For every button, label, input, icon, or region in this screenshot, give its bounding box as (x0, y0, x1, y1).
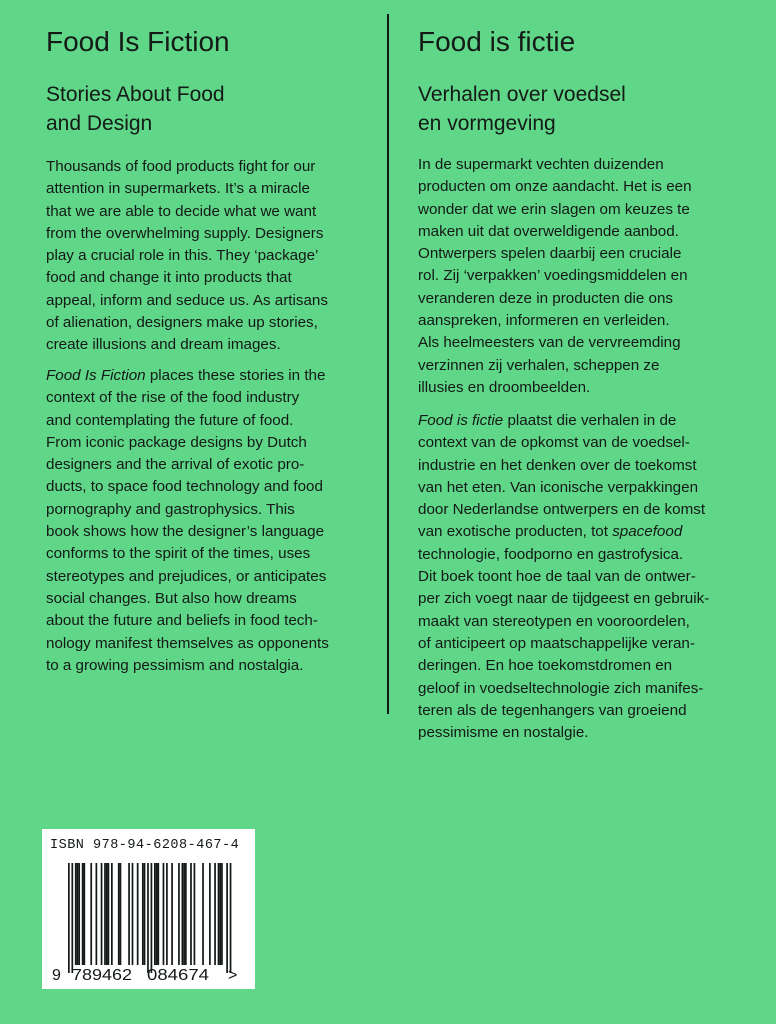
barcode-bar (226, 863, 228, 973)
text-line: from the overwhelming supply. Designers (46, 224, 324, 242)
english-subtitle (46, 80, 225, 138)
text-line: play a crucial role in this. They ‘package’ (46, 247, 319, 265)
dutch-paragraph-2-lead (418, 412, 676, 429)
barcode-bar (147, 863, 149, 973)
text-line: Thousands of food products fight for our (46, 158, 316, 175)
barcode-bar (171, 863, 173, 965)
text-line: Dit boek toont hoe de taal van de ontwer- (418, 568, 696, 586)
text-line: rol. Zij ‘verpakken’ voedingsmiddelen en (418, 267, 688, 285)
column-divider (387, 14, 389, 714)
barcode-bar (106, 863, 108, 965)
barcode-bar (83, 863, 85, 965)
text-line: to a growing pessimism and nostalgia. (46, 656, 304, 674)
barcode-bar (77, 863, 79, 965)
text-line: maakt van stereotypen en vooroordelen, (418, 612, 690, 630)
barcode-bar (194, 863, 196, 965)
dutch-paragraph-2-lines-b (418, 546, 709, 741)
dutch-paragraph-2-lines-a (418, 434, 705, 518)
barcode-digits-left: 789462 (72, 967, 133, 984)
lead-text: places these stories in the (145, 367, 326, 384)
barcode-bar (178, 863, 180, 965)
english-title: Food Is Fiction (46, 26, 230, 57)
barcode-bar (209, 863, 211, 965)
barcode-graphic (42, 829, 255, 989)
text-line: about the future and beliefs in food tech- (46, 612, 318, 630)
barcode-bar (132, 863, 134, 965)
book-title-italic: Food Is Fiction (46, 367, 146, 384)
barcode-bar (90, 863, 92, 965)
barcode-bar (108, 863, 110, 965)
lead-text: plaatst die verhalen in de (503, 412, 677, 429)
text-line: maken uit dat overweldigende aanbod. (418, 222, 679, 240)
barcode-bar (118, 863, 120, 965)
text-line: of alienation, designers make up stories, (46, 314, 318, 332)
barcode-bar (104, 863, 106, 965)
barcode-bar (202, 863, 204, 965)
barcode-bar (75, 863, 77, 965)
book-title-italic: Food is fictie (418, 412, 504, 429)
text-line: food and change it into products that (46, 269, 292, 287)
barcode-bar (111, 863, 113, 965)
text-line: producten om onze aandacht. Het is een (418, 178, 692, 196)
text-line: industrie en het denken over de toekomst (418, 456, 697, 474)
barcode-bar (221, 863, 223, 965)
text-line: nology manifest themselves as opponents (46, 634, 329, 652)
dutch-paragraph-2 (418, 410, 709, 744)
text-line: context van de opkomst van de voedsel- (418, 434, 690, 452)
text-line: van het eten. Van iconische verpakkingen (418, 478, 699, 496)
barcode-bar (154, 863, 156, 965)
barcode-digits-right: 084674 (147, 967, 210, 984)
text-line: From iconic package designs by Dutch (46, 433, 307, 451)
text-line: teren als de tegenhangers van groeiend (418, 701, 687, 719)
barcode-bar (96, 863, 98, 965)
barcode-bar (151, 863, 153, 973)
text-line: context of the rise of the food industry (46, 389, 300, 407)
text-line: attention in supermarkets. It’s a miracle (46, 180, 310, 198)
english-subtitle-line: and Design (46, 112, 153, 135)
barcode-bar (190, 863, 192, 965)
english-subtitle-line: Stories About Food (46, 83, 225, 106)
barcode-bar (142, 863, 144, 965)
barcode-bar (144, 863, 146, 965)
text-line: book shows how the designer’s language (46, 523, 325, 541)
text-line: Als heelmeesters van de vervreemding (418, 334, 681, 352)
dutch-paragraph-2-mid (418, 523, 682, 540)
barcode-bar (137, 863, 139, 965)
text-line: aanspreken, informeren en verleiden. (418, 312, 670, 330)
barcode-bar (214, 863, 216, 965)
barcode-bar (101, 863, 103, 965)
barcode-bar (120, 863, 122, 965)
isbn-label: ISBN 978-94-6208-467-4 (50, 838, 240, 853)
english-paragraph-2 (46, 365, 329, 677)
text-line: of anticipeert op maatschappelijke veran- (418, 634, 695, 652)
isbn-barcode (42, 829, 255, 989)
dutch-paragraph-1 (418, 154, 692, 399)
text-line: In de supermarkt vechten duizenden (418, 156, 664, 173)
barcode-bar (185, 863, 187, 965)
barcode-bar (183, 863, 185, 965)
barcode-bar (163, 863, 165, 965)
barcode-bar (156, 863, 158, 965)
spacefood-italic: spacefood (612, 523, 683, 541)
text-line: door Nederlandse ontwerpers en de komst (418, 501, 706, 519)
text-line: Ontwerpers spelen daarbij een cruciale (418, 245, 682, 263)
barcode-bar (157, 863, 159, 965)
text-line: pessimisme en nostalgie. (418, 724, 589, 742)
dutch-subtitle-line: en vormgeving (418, 112, 556, 135)
text-line: social changes. But also how dreams (46, 589, 297, 607)
text-line: stereotypes and prejudices, or anticipates (46, 567, 327, 585)
barcode-bar (128, 863, 130, 965)
text-line: deringen. En hoe toekomstdromen en (418, 657, 673, 675)
dutch-title: Food is fictie (418, 26, 576, 57)
text-line: illusies en droombeelden. (418, 378, 591, 396)
text-line: technologie, foodporno en gastrofysica. (418, 545, 684, 563)
barcode-bar (71, 863, 73, 973)
text-line: create illusions and dream images. (46, 336, 281, 354)
text-line: geloof in voedseltechnologie zich manifes- (418, 679, 704, 697)
barcode-bar (82, 863, 84, 965)
text-line: pornography and gastrophysics. This (46, 500, 295, 518)
mid-text: van exotische producten, tot (418, 523, 613, 541)
text-line: verzinnen zij verhalen, scheppen ze (418, 356, 660, 374)
text-line: conforms to the spirit of the times, uses (46, 545, 311, 563)
barcode-bars (68, 863, 231, 973)
dutch-subtitle-line: Verhalen over voedsel (418, 83, 626, 106)
english-paragraph-2-lines (46, 389, 329, 674)
text-line: and contemplating the future of food. (46, 411, 294, 429)
barcode-digit-lead: 9 (52, 967, 61, 984)
barcode-bar (166, 863, 168, 965)
english-paragraph-1 (46, 156, 328, 357)
barcode-quiet-zone-mark: > (228, 967, 238, 984)
barcode-bar (219, 863, 221, 965)
barcode-bar (68, 863, 70, 973)
dutch-subtitle (418, 80, 626, 138)
english-paragraph-2-lead (46, 367, 325, 384)
text-line: that we are able to decide what we want (46, 202, 317, 220)
text-line: designers and the arrival of exotic pro- (46, 456, 305, 474)
text-line: veranderen deze in producten die ons (418, 289, 673, 307)
text-line: appeal, inform and seduce us. As artisans (46, 291, 328, 309)
text-line: ducts, to space food technology and food (46, 478, 323, 496)
barcode-bar (218, 863, 220, 965)
barcode-bar (230, 863, 232, 973)
barcode-bar (182, 863, 184, 965)
text-line: per zich voegt naar de tijdgeest en gebruik- (418, 590, 710, 608)
barcode-bar (78, 863, 80, 965)
text-line: wonder dat we erin slagen om keuzes te (418, 200, 690, 218)
